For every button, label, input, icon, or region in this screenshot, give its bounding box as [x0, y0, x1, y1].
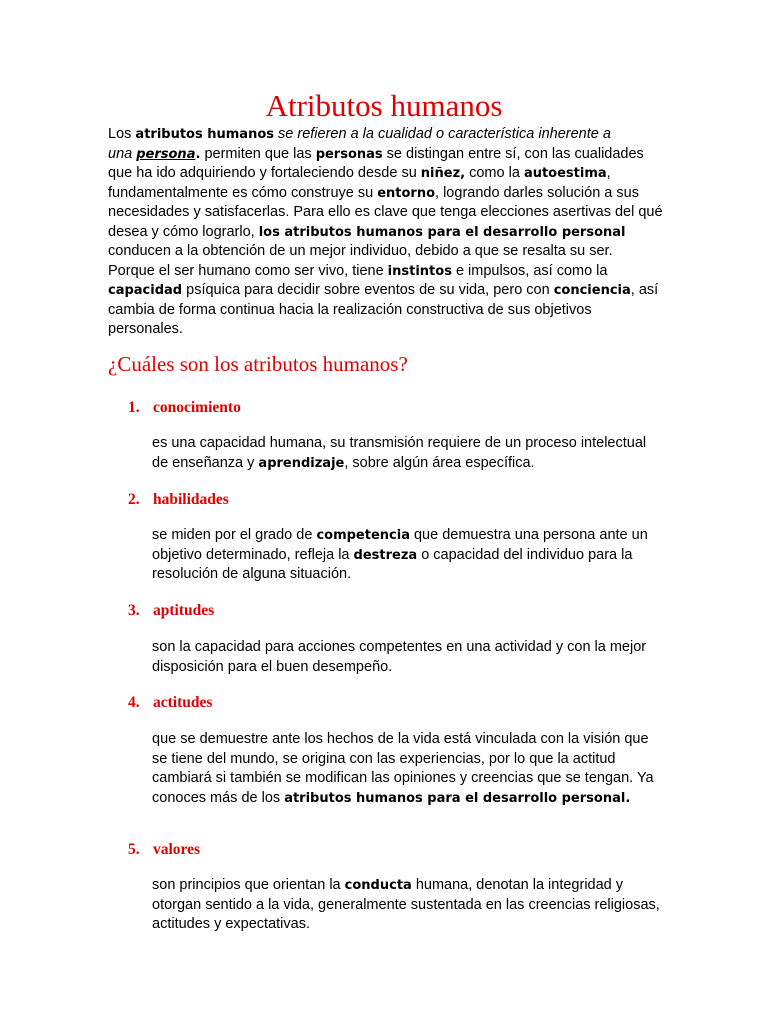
list-item-body: [152, 526, 662, 585]
intro-text: permiten que las: [200, 145, 316, 162]
list-item-body: [152, 434, 662, 473]
intro-text: conducen a la obtención de un mejor individuo, debido a que se resalta su ser. Porque el ser humano como ser vivo, tiene: [108, 243, 613, 279]
intro-text: , fundamentalmente es cómo construye su: [108, 165, 611, 201]
body-bold: destreza: [353, 547, 418, 563]
body-text: , sobre algún área específica.: [344, 454, 535, 471]
list-item-heading: [128, 398, 241, 418]
intro-text: e impulsos, así como la: [451, 262, 608, 279]
list-number: 5.: [128, 841, 140, 858]
intro-text: , así cambia de forma continua hacia la realización constructiva de sus objetivos personales.: [108, 282, 659, 337]
intro-bold: personas: [315, 146, 383, 162]
body-bold: conducta: [344, 878, 412, 893]
body-text: es una capacidad humana, su transmisión requiere de un proceso intelectual de enseñanza y: [152, 435, 647, 471]
body-text: son principios que orientan la: [152, 877, 345, 893]
list-item-heading: [128, 601, 214, 621]
intro-bold: conciencia: [553, 283, 631, 298]
intro-bold: autoestima: [523, 166, 607, 181]
list-number: 2.: [128, 491, 140, 508]
intro-bold: atributos humanos: [135, 127, 274, 142]
body-text: son la capacidad para acciones competentes en una actividad y con la mejor disposición para el buen desempeño.: [152, 639, 647, 675]
body-text: que se demuestre ante los hechos de la vida está vinculada con la visión que se tiene del mundo, se origina con las experiencias, por lo que la actitud cambiará si también se modifican las opiniones y creencias que se tengan. Ya conoces más de los: [152, 731, 654, 806]
list-item-heading: [128, 693, 212, 713]
list-number: 1.: [128, 399, 140, 416]
list-item-title: aptitudes: [153, 602, 215, 619]
list-item-body: [152, 638, 662, 677]
intro-italic: una: [108, 145, 137, 162]
intro-bold: instintos: [387, 263, 452, 279]
intro-bold: niñez,: [420, 166, 466, 181]
intro-bold: capacidad: [108, 283, 183, 298]
intro-text: como la: [465, 165, 524, 181]
list-number: 4.: [128, 694, 140, 711]
intro-text: Los: [108, 126, 136, 142]
list-item-heading: [128, 840, 200, 860]
intro-text: psíquica para decidir sobre eventos de su vida, pero con: [182, 282, 554, 298]
list-number: 3.: [128, 602, 140, 619]
body-text: humana, denotan la integridad y otorgan sentido a la vida, generalmente sustentada en las creencias religiosas, actitudes y expectativas.: [152, 877, 660, 932]
intro-link-persona[interactable]: persona: [136, 146, 196, 162]
list-item-body: [152, 876, 662, 935]
intro-text: , logrando darles solución a sus necesidades y satisfacerlas. Para ello es clave que tenga elecciones asertivas del qué desea y cómo lograrlo,: [108, 184, 663, 240]
body-text: que demuestra una persona ante un objetivo determinado, refleja la: [152, 527, 648, 563]
list-item-title: actitudes: [153, 694, 213, 711]
list-item-title: valores: [153, 841, 201, 858]
body-bold: competencia: [316, 528, 410, 543]
body-text: se miden por el grado de: [152, 527, 317, 543]
intro-text: se distingan entre sí, con las cualidades que ha ido adquiriendo y fortaleciendo desde su: [108, 145, 644, 181]
list-item-title: habilidades: [153, 491, 229, 508]
section-heading: ¿Cuáles son los atributos humanos?: [108, 352, 408, 376]
page-title: Atributos humanos: [265, 88, 503, 123]
list-item-heading: [128, 490, 229, 510]
intro-paragraph: [108, 125, 663, 340]
list-item-title: conocimiento: [153, 399, 241, 416]
intro-italic: se refieren a la cualidad o característica inherente a: [274, 126, 611, 142]
list-item-body: [152, 730, 662, 808]
body-text: o capacidad del individuo para la resolución de alguna situación.: [152, 546, 633, 582]
body-bold: aprendizaje: [258, 455, 345, 471]
body-bold: atributos humanos para el desarrollo personal.: [284, 790, 631, 806]
intro-bold: los atributos humanos para el desarrollo personal: [258, 224, 626, 240]
intro-bold: .: [195, 146, 201, 162]
intro-bold: entorno: [377, 185, 436, 201]
